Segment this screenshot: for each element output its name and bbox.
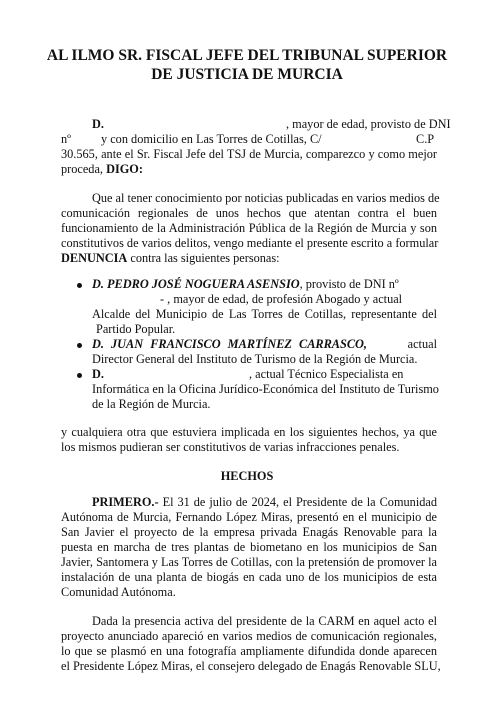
title-line-1: AL ILMO SR. FISCAL JEFE DEL TRIBUNAL SUPERIOR	[46, 47, 448, 64]
primero-line-2: Autónoma de Murcia, Fernando López Miras, presentó en el municipio de	[61, 510, 437, 524]
para1-line-4: constitutivos de varios delitos, vengo mediante el presente escrito a formular	[61, 236, 439, 250]
intro-proceda: proceda,	[61, 162, 107, 176]
primero-line-6: instalación de una planta de biogás en cada uno de los municipios de esta	[61, 570, 437, 584]
bullet-icon	[77, 283, 82, 288]
person-2-role: actual	[407, 337, 437, 351]
para1-line-2: comunicación regionales de unos hechos que atentan contra el buen	[61, 206, 437, 220]
bullet-icon	[77, 343, 82, 348]
person-3-line-3: de la Región de Murcia.	[92, 397, 211, 411]
intro-line-1: , mayor de edad, provisto de DNI	[286, 117, 451, 131]
para3-line-4: el Presidente López Miras, el consejero delegado de Enagás Renovable SLU,	[61, 659, 441, 673]
para1-line-5-rest: contra las siguientes personas:	[127, 251, 280, 265]
primero-line-4: puesta en marcha de tres plantas de biometano en los municipios de San	[61, 540, 437, 554]
title-line-2: DE JUSTICIA DE MURCIA	[151, 66, 343, 83]
primero-line-7: Comunidad Autónoma.	[61, 585, 176, 599]
intro-line-2a: nº	[61, 132, 71, 146]
person-2-line-1	[92, 337, 437, 351]
bullet-icon	[77, 373, 82, 378]
intro-digo: DIGO:	[106, 162, 143, 176]
person-1-line-4: Partido Popular.	[96, 322, 176, 336]
person-1-line-1	[92, 277, 399, 291]
denuncia-word: DENUNCIA	[61, 251, 128, 265]
para1-line-3: funcionamiento de la Administración Pública de la Región de Murcia y son	[61, 221, 437, 235]
person-3-line-1: , actual Técnico Especialista en	[249, 367, 404, 381]
para1-line-5	[61, 251, 280, 265]
primero-line-3: San Javier el proyecto de la empresa privada Enagás Renovable para la	[61, 525, 437, 539]
intro-name-prefix: D.	[92, 117, 104, 131]
para3-line-2: proyecto anunciado apareció en varios medios de comunicación regionales,	[61, 629, 437, 643]
intro-line-2b: y con domicilio en Las Torres de Cotillas, C/	[101, 132, 322, 146]
primero-line-1-rest: El 31 de julio de 2024, el Presidente de la Comunidad	[158, 495, 437, 509]
para2-line-1: y cualquiera otra que estuviera implicada en los siguientes hechos, ya que	[61, 425, 437, 439]
document-title	[0, 46, 494, 84]
person-1-dni: , provisto de DNI nº	[299, 277, 399, 291]
primero-label: PRIMERO.-	[92, 495, 159, 509]
person-1-line-3: Alcalde del Municipio de Las Torres de Cotillas, representante del	[92, 307, 437, 321]
para1-line-1: Que al tener conocimiento por noticias publicadas en varios medios de	[92, 191, 440, 205]
para2-line-2: los mismos pudieran ser constitutivos de varias infracciones penales.	[61, 440, 400, 454]
intro-line-2c: C.P	[416, 132, 435, 146]
intro-line-4	[61, 162, 143, 176]
person-2-line-2: Director General del Instituto de Turismo de la Región de Murcia.	[92, 352, 418, 366]
person-1-name: D. PEDRO JOSÉ NOGUERA ASENSIO	[92, 277, 300, 291]
person-2-name: D. JUAN FRANCISCO MARTÍNEZ CARRASCO,	[92, 337, 367, 351]
para3-line-3: lo que se plasmó en una fotografía ampliamente difundida donde aparecen	[61, 644, 437, 658]
person-3-line-2: Informática en la Oficina Jurídico-Económica del Instituto de Turismo	[92, 382, 439, 396]
person-3-name: D.	[92, 367, 104, 381]
person-1-line-2: - , mayor de edad, de profesión Abogado y actual	[160, 292, 403, 306]
primero-line-1	[92, 495, 437, 509]
primero-line-5: Javier, Santomera y Las Torres de Cotillas, con la pretensión de promover la	[61, 555, 437, 569]
para3-line-1: Dada la presencia activa del presidente de la CARM en aquel acto el	[92, 614, 437, 628]
hechos-heading: HECHOS	[220, 469, 274, 483]
intro-line-3: 30.565, ante el Sr. Fiscal Jefe del TSJ de Murcia, comparezco y como mejor	[61, 147, 437, 161]
